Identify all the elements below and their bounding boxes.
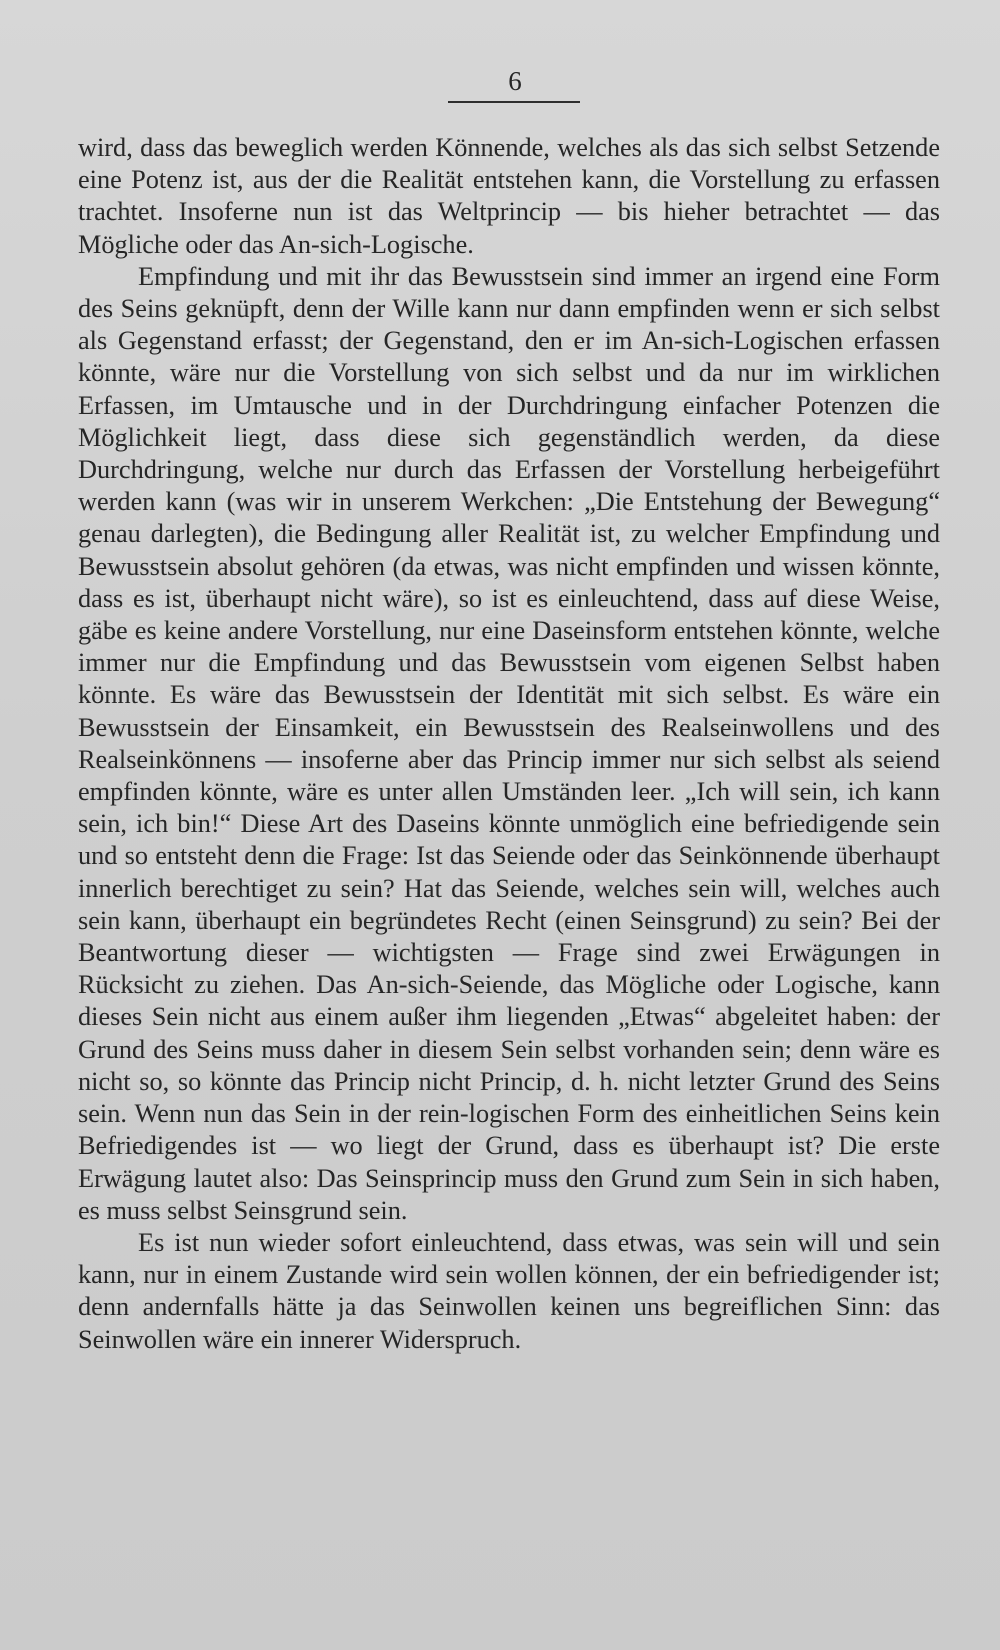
paragraph-1: wird, dass das beweglich werden Könnende, welches als das sich selbst Setzende eine Potenz ist, aus der die Realität entstehen kann, die Vorstellung zu erfassen trachtet. Insoferne nun ist das Weltprincip — bis hieher betrachtet — das Mögliche oder das An-sich-Logische.	[78, 133, 940, 259]
page-number: 6	[508, 66, 522, 96]
paragraph-3: Es ist nun wieder sofort einleuchtend, dass etwas, was sein will und sein kann, nur in einem Zustande wird sein wollen können, der ein befriedigender ist; denn andernfalls hätte ja das Seinwollen keinen uns begreiflichen Sinn: das Seinwollen wäre ein innerer Widerspruch.	[78, 1227, 940, 1354]
page-number-rule	[448, 101, 580, 103]
paragraph-2: Empfindung und mit ihr das Bewusstsein sind immer an irgend eine Form des Seins geknüpft, denn der Wille kann nur dann empfinden wenn er sich selbst als Gegenstand erfasst; der Gegenstand, den er im An-sich-Logischen erfassen könnte, wäre nur die Vorstellung von sich selbst und da nur im wirklichen Erfassen, im Umtausche und in der Durchdringung einfacher Potenzen die Möglichkeit liegt, dass diese sich gegenständlich werden, da diese Durchdringung, welche nur durch das Erfassen der Vorstellung herbeigeführt werden kann (was wir in unserem Werkchen: „Die Entstehung der Bewegung“ genau darlegten), die Bedingung aller Realität ist, zu welcher Empfindung und Bewusstsein absolut gehören (da etwas, was nicht empfinden und wissen könnte, dass es ist, überhaupt nicht wäre), so ist es einleuchtend, dass auf diese Weise, gäbe es keine andere Vorstellung, nur eine Daseinsform entstehen könnte, welche immer nur die Empfindung und das Bewusstsein vom eigenen Selbst haben könnte. Es wäre das Bewusstsein der Identität mit sich selbst. Es wäre ein Bewusstsein der Einsamkeit, ein Bewusstsein des Realseinwollens und des Realseinkönnens — insoferne aber das Princip immer nur sich selbst als seiend empfinden könnte, wäre es unter allen Umständen leer. „Ich will sein, ich kann sein, ich bin!“ Diese Art des Daseins könnte unmöglich eine befriedigende sein und so entsteht denn die Frage: Ist das Seiende oder das Seinkönnende überhaupt innerlich berechtiget zu sein? Hat das Seiende, welches sein will, welches auch sein kann, überhaupt ein begründetes Recht (einen Seinsgrund) zu sein? Bei der Beantwortung dieser — wichtigsten — Frage sind zwei Erwägungen in Rücksicht zu ziehen. Das An-sich-Seiende, das Mögliche oder Logische, kann dieses Sein nicht aus einem außer ihm liegenden „Etwas“ abgeleitet haben: der Grund des Seins muss daher in diesem Sein selbst vorhanden sein; denn wäre es nicht so, so könnte das Princip nicht Princip, d. h. nicht letzter Grund des Seins sein. Wenn nun das Sein in der rein-logischen Form des einheitlichen Seins kein Befriedigendes ist — wo liegt der Grund, dass es überhaupt ist? Die erste Erwägung lautet also: Das Seinsprincip muss den Grund zum Sein in sich haben, es muss selbst Seinsgrund sein.	[78, 261, 940, 1225]
body-text	[78, 132, 940, 1356]
